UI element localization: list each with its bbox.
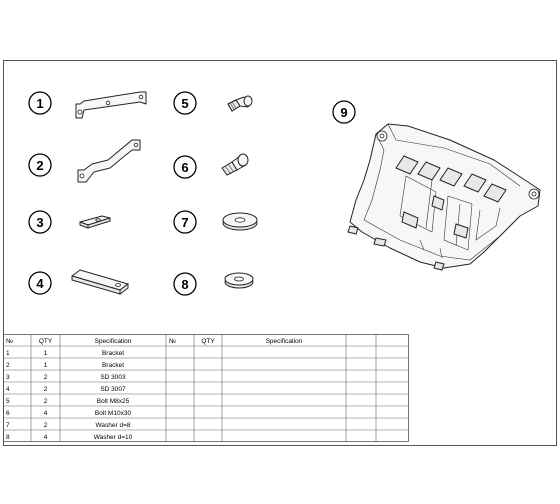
row-spec: SD 3003 [100, 374, 126, 381]
row-qty: 2 [43, 398, 48, 405]
row-spec: Bracket [101, 362, 125, 369]
part-number: 7 [181, 215, 189, 230]
row-no: 2 [6, 362, 10, 369]
row-no: 8 [6, 434, 10, 441]
part-label-2 [29, 154, 51, 176]
row-qty: 2 [43, 374, 48, 381]
row-no: 1 [6, 350, 10, 357]
part-number: 6 [181, 160, 189, 175]
row-no: 5 [6, 398, 10, 405]
row-qty: 1 [43, 362, 48, 369]
part-number: 2 [36, 158, 44, 173]
part-label-9 [333, 101, 355, 123]
row-spec: SD 3007 [100, 386, 126, 393]
part-label-5 [174, 92, 196, 114]
row-qty: 2 [43, 386, 48, 393]
row-spec: Bracket [101, 350, 125, 357]
part-label-1 [29, 92, 51, 114]
part-number: 4 [36, 276, 44, 291]
washer-d8-icon [223, 213, 257, 230]
row-qty: 4 [43, 410, 48, 417]
row-qty: 1 [43, 350, 48, 357]
part-label-4 [29, 272, 51, 294]
row-qty: 4 [43, 434, 48, 441]
header-no-2: № [169, 338, 176, 345]
header-qty-2: QTY [201, 338, 215, 345]
row-no: 4 [6, 386, 10, 393]
header-no: № [6, 338, 13, 345]
header-qty: QTY [38, 338, 53, 345]
header-specification: Specification [94, 338, 132, 345]
part-number: 3 [36, 215, 44, 230]
part-number: 5 [181, 96, 189, 111]
header-specification-2: Specification [265, 338, 303, 345]
row-no: 6 [6, 410, 10, 417]
row-no: 3 [6, 374, 10, 381]
part-number: 9 [340, 105, 348, 120]
part-number: 8 [181, 277, 189, 292]
part-label-8 [174, 273, 196, 295]
part-label-6 [174, 156, 196, 178]
part-label-3 [29, 211, 51, 233]
row-spec: Bolt M10x30 [94, 410, 132, 417]
row-qty: 2 [43, 422, 48, 429]
part-label-7 [174, 211, 196, 233]
row-spec: Washer d=10 [93, 434, 133, 441]
part-number: 1 [36, 96, 44, 111]
row-spec: Washer d=8 [95, 422, 131, 429]
washer-d10-icon [225, 273, 253, 288]
row-no: 7 [6, 422, 10, 429]
row-spec: Bolt M8x25 [96, 398, 130, 405]
